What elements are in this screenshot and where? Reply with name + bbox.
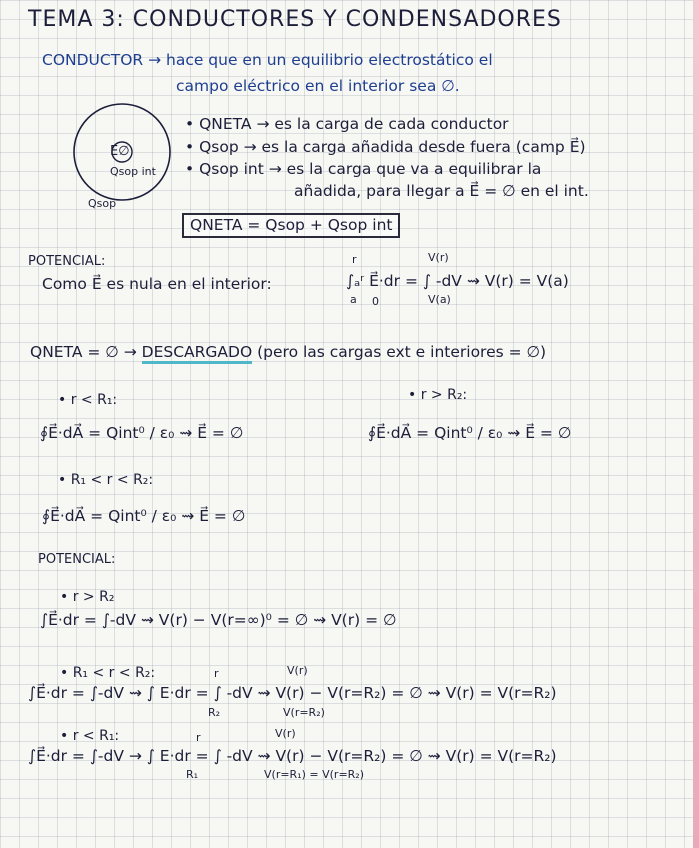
pot-case3-lower: R₁ xyxy=(186,768,199,781)
pot-case1-formula: ∫E⃗·dr = ∫-dV ⇝ V(r) − V(r=∞)⁰ = ∅ ⇝ V(r) = ∅ xyxy=(40,611,397,629)
pot-case2-label: • R₁ < r < R₂: xyxy=(60,665,156,681)
case-r-lt-r1-label: • r < R₁: xyxy=(58,392,118,408)
potencial-heading-1: POTENCIAL: xyxy=(28,254,106,269)
pot-case2-v-upper: V(r) xyxy=(287,664,308,677)
definition-qsop-int-cont: añadida, para llegar a E⃗ = ∅ en el int. xyxy=(294,182,589,200)
qneta-right: (pero las cargas ext e interiores = ∅) xyxy=(257,343,547,361)
pot-case3-label: • r < R₁: xyxy=(60,728,120,744)
conductor-def-line1: CONDUCTOR → hace que en un equilibrio electrostático el xyxy=(42,51,493,69)
pot-case2-v-lower: V(r=R₂) xyxy=(283,706,325,719)
definition-qsop-int: • Qsop int → es la carga que va a equilibrar la xyxy=(185,160,542,178)
case-mid-label: • R₁ < r < R₂: xyxy=(58,472,154,488)
potencial-v-upper: V(r) xyxy=(428,251,449,264)
case-r-gt-r2-label: • r > R₂: xyxy=(408,387,468,403)
definition-qneta: • QNETA → es la carga de cada conductor xyxy=(185,115,509,133)
potencial-integral-zero: 0 xyxy=(372,295,379,308)
conductor-diagram xyxy=(70,102,180,217)
boxed-formula: QNETA = Qsop + Qsop int xyxy=(182,213,400,238)
page-edge xyxy=(693,0,699,848)
potencial-integral-lower: a xyxy=(350,293,357,306)
figure-inner-label: E∅ xyxy=(110,144,130,159)
definition-qsop: • Qsop → es la carga añadida desde fuera (camp E⃗) xyxy=(185,138,586,156)
pot-case3-v-upper: V(r) xyxy=(275,727,296,740)
potencial-text: Como E⃗ es nula en el interior: xyxy=(42,275,272,293)
case-mid-formula: ∮E⃗·dA⃗ = Qint⁰ / ε₀ ⇝ E⃗ = ∅ xyxy=(42,507,246,525)
page-title: TEMA 3: CONDUCTORES Y CONDENSADORES xyxy=(28,7,562,32)
pot-case3-v-lower: V(r=R₁) = V(r=R₂) xyxy=(264,768,365,781)
potencial-integral-upper: r xyxy=(352,253,357,266)
figure-outer-label: Qsop xyxy=(88,197,117,210)
potencial-v-lower: V(a) xyxy=(428,293,451,306)
potencial-heading-2: POTENCIAL: xyxy=(38,552,116,567)
conductor-def-line2: campo eléctrico en el interior sea ∅. xyxy=(176,77,460,95)
figure-inner-sub: Qsop int xyxy=(110,165,156,178)
case-r-lt-r1-formula: ∮E⃗·dA⃗ = Qint⁰ / ε₀ ⇝ E⃗ = ∅ xyxy=(40,424,244,442)
pot-case2-formula: ∫E⃗·dr = ∫-dV ⇝ ∫ E·dr = ∫ -dV ⇝ V(r) − V(r=R₂) = ∅ ⇝ V(r) = V(r=R₂) xyxy=(28,684,557,702)
case-r-gt-r2-formula: ∮E⃗·dA⃗ = Qint⁰ / ε₀ ⇝ E⃗ = ∅ xyxy=(368,424,572,442)
qneta-highlight: DESCARGADO xyxy=(142,343,253,364)
potencial-integral: ∫ₐʳ E⃗·dr = ∫ -dV ⇝ V(r) = V(a) xyxy=(346,272,569,290)
qneta-line xyxy=(30,344,546,361)
pot-case3-upper: r xyxy=(196,731,201,744)
pot-case3-formula: ∫E⃗·dr = ∫-dV → ∫ E·dr = ∫ -dV ⇝ V(r) − V(r=R₂) = ∅ ⇝ V(r) = V(r=R₂) xyxy=(28,747,557,765)
pot-case2-lower: R₂ xyxy=(208,706,221,719)
pot-case2-upper: r xyxy=(214,667,219,680)
pot-case1-label: • r > R₂ xyxy=(60,589,115,605)
qneta-left: QNETA = ∅ → xyxy=(30,343,137,361)
